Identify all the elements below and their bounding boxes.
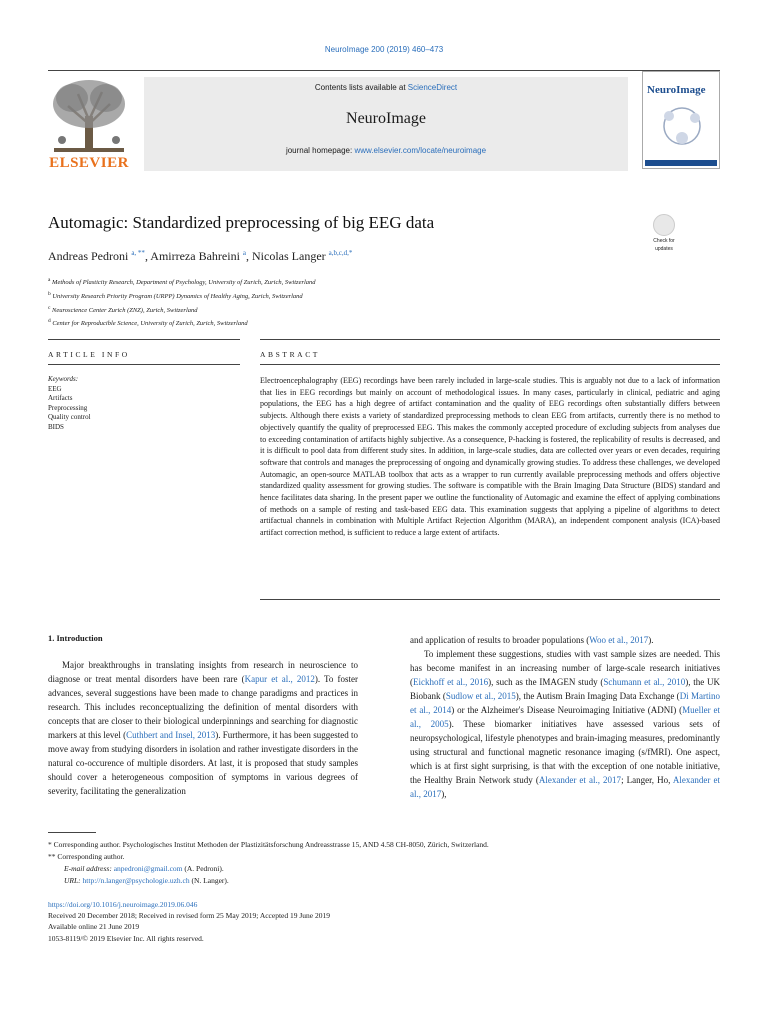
journal-cover-thumbnail[interactable] (642, 71, 720, 169)
divider (48, 364, 240, 365)
badge-line1: Check for (653, 238, 675, 244)
doi-link[interactable]: https://doi.org/10.1016/j.neuroimage.2019.06.046 (48, 900, 198, 909)
citation-link[interactable]: Cuthbert and Insel, 2013 (126, 730, 216, 740)
badge-line2: updates (655, 246, 673, 252)
keyword-item: BIDS (48, 422, 64, 431)
publisher-name: ELSEVIER (49, 155, 129, 171)
affiliation-item: $^a$ Methods of Plasticity Research, Department of Psychology, University of Zurich, Zurich, Switzerland (48, 277, 316, 287)
cover-band (645, 160, 717, 166)
divider (48, 339, 240, 340)
sciencedirect-link[interactable]: ScienceDirect (407, 83, 458, 92)
citation-link[interactable]: Woo et al., 2017 (589, 635, 649, 645)
keyword-item: EEG (48, 384, 62, 393)
check-for-updates-badge[interactable] (647, 214, 681, 254)
body-left-column (48, 658, 358, 798)
article-title: Automagic: Standardized preprocessing of big EEG data (48, 213, 435, 232)
received-dates: Received 20 December 2018; Received in revised form 25 May 2019; Accepted 19 June 2019 (48, 911, 331, 921)
footnote-corresponding-author: * Corresponding author. Psychologisches Institut Methoden der Plastizitätsforschung Andreasstrasse 15, AND 4.58 CH-8050, Zürich, Switzerland. (48, 840, 489, 849)
available-online: Available online 21 June 2019 (48, 922, 140, 932)
abstract-heading: ABSTRACT (260, 350, 320, 359)
contents-line (144, 83, 628, 92)
keyword-item: Preprocessing (48, 403, 88, 412)
affiliation-item: $^b$ University Research Priority Program (URPP) Dynamics of Healthy Aging, Zurich, Switzerland (48, 290, 303, 300)
contents-prefix: Contents lists available at (314, 83, 408, 92)
affiliation-item: $^d$ Center for Reproducible Science, University of Zurich, Zurich, Switzerland (48, 318, 248, 328)
body-paragraph: Major breakthroughs in translating insights from research in neuroscience to diagnose or treat mental disorders have been rare (Kapur et al., 2012). To foster advances, several suggestions have been made to change paradigms and practices in research. This includes reconceptualizing the definition of mental disorders with concepts that are closer to their biological underpinnings and searching for diagnostic markers at this level (Cuthbert and Insel, 2013). Furthermore, it has been suggested to move away from studying disorders in isolation and rather investigate disorders in the natural co-occurence of multiple disorders. At last, it is proposed that study samples should cover a heterogeneous composition of symptoms in various degrees of severity, facilitating the generalization (48, 660, 358, 796)
author-affiliation-marker[interactable]: a,b,c,d,* (328, 249, 353, 257)
citation-link[interactable]: Mueller et al., 2005 (410, 705, 720, 729)
check-updates-icon (653, 214, 675, 236)
affiliation-list (48, 275, 316, 330)
author-affiliation-marker[interactable]: a, ** (131, 249, 145, 257)
abstract-text: Electroencephalography (EEG) recordings have been rarely included in large-scale studies. This is arguably not due to a lack of information that lies in EEG recordings but mainly on account of methodological issues. In many cases, particularly in clinical, pediatric and aging populations, the EEG has a high degree of artifact contamination and the quality of EEG recordings often substantially differs between subjects. Although there exists a variety of standardized preprocessing methods to clean EEG from artifacts, currently there is no method to objectively quantify the quality of preprocessed EEG. This makes the commonly accepted procedure of excluding subjects from analyses due to exceeding contamination of artifacts highly subjective. As a consequence, P-hacking is fostered, the replicability of results is decreased, and it is difficult to pool data from different study sites. In addition, in large-scale studies, data are collected over years or even decades, requiring software that controls and manages the preprocessing of ongoing and dynamically growing studies. To address these challenges, we developed Automagic, an open-source MATLAB toolbox that acts as a wrapper to run currently available preprocessing methods and offers objective standardized quality assessment for growing studies. The software is compatible with the Brain Imaging Data Structure (BIDS) standard and hence facilitates data sharing. In the present paper we outline the functionality of Automagic and examine the effect of applying combinations of methods on a sample of resting and task-based EEG data. This examination suggests that applying a pipeline of algorithms to detect artifactual channels in combination with Multiple Artifact Rejection Algorithm (MARA), an independent component analysis (ICA)-based artifact correction method, is sufficient to reduce a large extent of artifacts. (260, 376, 720, 538)
citation-link[interactable]: Sudlow et al., 2015 (445, 691, 516, 701)
publication-info (48, 899, 330, 944)
footnote-url: URL: http://n.langer@psychologie.uzh.ch (N. Langer). (64, 876, 229, 885)
author-list: Andreas Pedroni $^{a, **}$, Amirreza Bahreini $^a$, Nicolas Langer $^{a,b,c,d,*}$ (48, 249, 353, 263)
cover-brain-graphic-icon (657, 104, 707, 148)
article-info-heading: ARTICLE INFO (48, 350, 130, 359)
body-right-column (410, 633, 720, 801)
author-name[interactable]: Nicolas Langer (252, 249, 326, 263)
divider (260, 364, 720, 365)
cover-title: NeuroImage (647, 84, 706, 96)
citation-link[interactable]: Di Martino et al., 2014 (410, 691, 720, 715)
footnote-email: E-mail address: anpedroni@gmail.com (A. Pedroni). (64, 864, 224, 873)
body-paragraph: To implement these suggestions, studies with vast sample sizes are needed. This has become manifest in an increasing number of large-scale research initiatives (Eickhoff et al., 2016), such as the IMAGEN study (Schumann et al., 2010), the UK Biobank (Sudlow et al., 2015), the Autism Brain Imaging Data Exchange (Di Martino et al., 2014) or the Alzheimer's Disease Neuroimaging Initiative (ADNI) (Mueller et al., 2005). These biomarker initiatives have assessed various sets of neuropsychological, lifestyle phenotypes and brain-imaging measures, predominantly using structural and functional magnetic resonance imaging (s/fMRI). One aspect, which is at first sight surprising, is that with the exception of one notable initiative, the Healthy Brain Network study (Alexander et al., 2017; Langer, Ho, Alexander et al., 2017), (410, 649, 721, 799)
affiliation-item: $^c$ Neuroscience Center Zurich (ZNZ), Zurich, Switzerland (48, 304, 198, 314)
author-name[interactable]: Amirreza Bahreini (150, 249, 240, 263)
footnotes (48, 839, 489, 887)
section-heading-introduction: 1. Introduction (48, 633, 103, 643)
author-name[interactable]: Andreas Pedroni (48, 249, 129, 263)
citation-link[interactable]: Kapur et al., 2012 (244, 674, 315, 684)
journal-name: NeuroImage (346, 110, 426, 127)
url-link[interactable]: http://n.langer@psychologie.uzh.ch (82, 876, 190, 885)
journal-masthead (48, 70, 720, 178)
elsevier-tree-icon (48, 76, 130, 154)
footnote-divider (48, 832, 96, 833)
citation-link[interactable]: Alexander et al., 2017 (410, 775, 720, 799)
homepage-link[interactable]: www.elsevier.com/locate/neuroimage (354, 146, 487, 155)
keyword-item: Artifacts (48, 394, 73, 402)
citation-link[interactable]: Eickhoff et al., 2016 (413, 677, 489, 687)
keyword-item: Quality control (48, 413, 91, 421)
journal-reference-link[interactable]: NeuroImage 200 (2019) 460–473 (324, 45, 444, 54)
elsevier-logo (48, 76, 130, 176)
author-affiliation-marker[interactable]: a (242, 249, 247, 257)
divider (260, 599, 720, 600)
homepage-prefix: journal homepage: (285, 146, 355, 155)
footnote-corresponding-author-2: ** Corresponding author. (48, 852, 125, 861)
homepage-line (144, 146, 628, 155)
keywords-label: Keywords: (48, 375, 79, 383)
divider (260, 339, 720, 340)
body-paragraph: and application of results to broader populations (Woo et al., 2017). (410, 635, 654, 645)
keywords-block (48, 375, 91, 432)
citation-link[interactable]: Alexander et al., 2017 (538, 775, 622, 785)
journal-banner (144, 77, 628, 171)
copyright: 1053-8119/© 2019 Elsevier Inc. All rights reserved. (48, 933, 204, 943)
citation-link[interactable]: Schumann et al., 2010 (603, 677, 686, 687)
email-link[interactable]: anpedroni@gmail.com (113, 864, 183, 873)
